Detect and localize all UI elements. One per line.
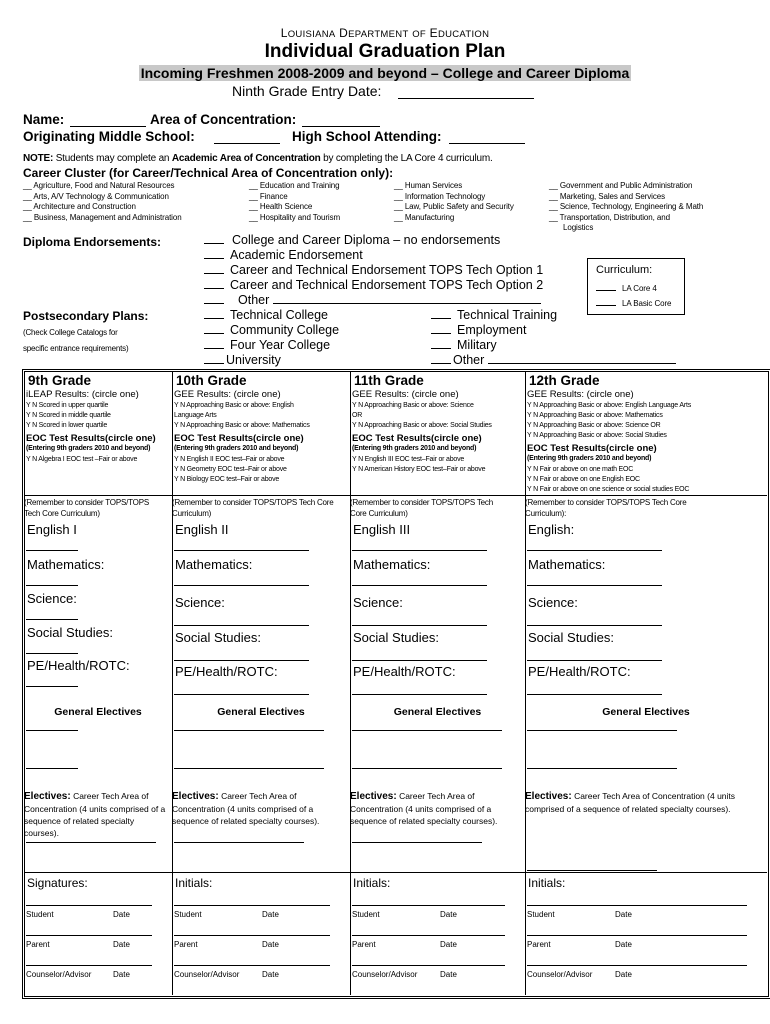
name-field[interactable] <box>70 126 146 127</box>
electives-text <box>172 790 346 827</box>
signature-date-label: Date <box>615 940 632 949</box>
signature-role: Parent <box>26 940 50 949</box>
signature-date-label: Date <box>615 970 632 979</box>
subject-pe: PE/Health/ROTC: <box>175 664 278 679</box>
subject-science-field[interactable] <box>174 625 309 626</box>
general-elective-field[interactable] <box>352 768 502 769</box>
results-label: GEE Results: (circle one) <box>527 389 634 400</box>
col-divider-1 <box>172 371 173 995</box>
subject-pe-field[interactable] <box>527 694 662 695</box>
signature-role: Student <box>352 910 380 919</box>
eoc-label: EOC Test Results(circle one) <box>527 443 657 454</box>
electives-text <box>525 790 763 815</box>
electives-field[interactable] <box>527 870 657 871</box>
electives-label: Electives: <box>350 791 397 802</box>
general-elective-field[interactable] <box>26 730 78 731</box>
subject-pe-field[interactable] <box>352 694 487 695</box>
subject-pe-field[interactable] <box>26 686 78 687</box>
remember-note-2: Core Curriculum) <box>350 509 408 518</box>
signature-title: Initials: <box>175 876 213 890</box>
eoc-sub: (Entering 9th graders 2010 and beyond) <box>26 445 151 452</box>
subject-math: Mathematics: <box>353 557 431 572</box>
eoc-item[interactable]: Y N English II EOC test–Fair or above <box>174 456 285 463</box>
result-item[interactable]: Y N Approaching Basic or above: Mathematics <box>174 422 310 429</box>
postsecondary-note-1: (Check College Catalogs for <box>23 328 118 337</box>
electives-desc: Career Tech Area of Concentration (4 units comprised of a sequence of related specialty courses). <box>172 791 320 826</box>
signature-title: Initials: <box>528 876 566 890</box>
grade-title: 10th Grade <box>176 373 247 388</box>
signature-line[interactable] <box>26 965 152 966</box>
subject-social-field[interactable] <box>352 660 487 661</box>
results-label: GEE Results: (circle one) <box>174 389 281 400</box>
signature-role: Parent <box>352 940 376 949</box>
subject-english-field[interactable] <box>527 550 662 551</box>
subject-math: Mathematics: <box>27 557 105 572</box>
cluster-col-3[interactable]: __ Human Services __ Information Technology __ Law, Public Safety and Security __ Manufacturing <box>394 181 514 222</box>
remember-note-1: (Remember to consider TOPS/TOPS Tech <box>350 498 493 507</box>
subject-science-field[interactable] <box>26 619 78 620</box>
signature-role: Counselor/Advisor <box>26 970 92 979</box>
electives-label: Electives: <box>525 791 572 802</box>
electives-desc: Career Tech Area of Concentration (4 units comprised of a sequence of related specialty courses). <box>525 791 736 814</box>
subject-english: English II <box>175 522 229 537</box>
results-label: GEE Results: (circle one) <box>352 389 459 400</box>
cluster-col-4[interactable]: __ Government and Public Administration __ Marketing, Sales and Services __ Science, Technology, Engineering & Math __ Transportation, Distribution, and Logistics <box>549 181 704 232</box>
result-item[interactable]: Y N Approaching Basic or above: Science <box>352 402 474 409</box>
signature-role: Student <box>174 910 202 919</box>
electives-label: Electives: <box>172 791 219 802</box>
signature-line[interactable] <box>527 935 747 936</box>
general-electives-label: General Electives <box>393 706 482 718</box>
general-electives-label: General Electives <box>54 706 142 718</box>
subject-math-field[interactable] <box>527 585 662 586</box>
signature-line[interactable] <box>352 935 505 936</box>
high-school-label: High School Attending: <box>292 129 442 144</box>
signature-title: Initials: <box>353 876 391 890</box>
eoc-item[interactable]: Y N Fair or above on one science or social studies EOC <box>527 486 690 493</box>
signature-date-label: Date <box>262 940 279 949</box>
general-elective-field[interactable] <box>26 768 78 769</box>
eoc-item[interactable]: Y N Geometry EOC test–Fair or above <box>174 466 287 473</box>
signature-date-label: Date <box>615 910 632 919</box>
area-label: Area of Concentration: <box>150 112 297 127</box>
general-electives-label: General Electives <box>602 706 690 718</box>
result-item[interactable]: Y N Approaching Basic or above: Social Studies <box>352 422 492 429</box>
result-item[interactable]: Language Arts <box>174 412 217 419</box>
subject-math-field[interactable] <box>26 585 78 586</box>
subject-science: Science: <box>353 595 403 610</box>
electives-desc: Career Tech Area of Concentration (4 units comprised of a sequence of related specialty courses). <box>350 791 498 826</box>
eoc-item[interactable]: Y N Biology EOC test–Fair or above <box>174 476 280 483</box>
subject-english: English I <box>27 522 77 537</box>
result-item[interactable]: Y N Scored in middle quartile <box>26 412 111 419</box>
col-divider-2 <box>350 371 351 995</box>
subject-social-field[interactable] <box>174 660 309 661</box>
department-name: LOUISIANA DEPARTMENT OF EDUCATION <box>280 26 490 40</box>
subject-english: English III <box>353 522 411 537</box>
subject-english-field[interactable] <box>174 550 309 551</box>
subject-science-field[interactable] <box>352 625 487 626</box>
postsecondary-left-options[interactable]: Technical College Community College Four Year College University <box>204 308 339 368</box>
signature-line[interactable] <box>352 905 505 906</box>
entry-date-label: Ninth Grade Entry Date: <box>232 83 382 99</box>
subject-science: Science: <box>27 591 77 606</box>
result-item[interactable]: Y N Approaching Basic or above: Social Studies <box>527 432 667 439</box>
postsecondary-right-options[interactable]: Technical Training Employment Military Other <box>431 308 676 368</box>
page-title: Individual Graduation Plan <box>264 41 506 62</box>
electives-text <box>24 790 168 839</box>
signature-line[interactable] <box>174 905 330 906</box>
cluster-col-1[interactable]: __ Agriculture, Food and Natural Resources __ Arts, A/V Technology & Communication __ Architecture and Construction __ Business, Management and Administration <box>23 181 182 222</box>
signature-date-label: Date <box>113 910 130 919</box>
result-item[interactable]: Y N Scored in upper quartile <box>26 402 109 409</box>
subject-social: Social Studies: <box>353 630 439 645</box>
subject-pe: PE/Health/ROTC: <box>27 658 130 673</box>
subject-science: Science: <box>175 595 225 610</box>
subject-english-field[interactable] <box>352 550 487 551</box>
remember-note-1: (Remember to consider TOPS/TOPS Tech Core <box>172 498 334 507</box>
electives-field[interactable] <box>352 842 482 843</box>
signature-date-label: Date <box>440 940 457 949</box>
subject-math-field[interactable] <box>352 585 487 586</box>
note-text: NOTE: Students may complete an Academic Area of Concentration by completing the LA Core 4 curriculum. <box>23 153 493 164</box>
eoc-item[interactable]: Y N Fair or above on one English EOC <box>527 476 640 483</box>
diploma-options[interactable]: College and Career Diploma – no endorsements Academic Endorsement Career and Technical Endorsement TOPS Tech Option 1 Career and Technical Endorsement TOPS Tech Option 2 Other <box>204 233 543 308</box>
signature-role: Counselor/Advisor <box>174 970 240 979</box>
eoc-label: EOC Test Results(circle one) <box>352 433 482 444</box>
col-divider-3 <box>525 371 526 995</box>
page-subtitle: Incoming Freshmen 2008-2009 and beyond – College and Career Diploma <box>140 65 630 81</box>
signature-role: Student <box>26 910 54 919</box>
row-divider-2 <box>24 872 767 873</box>
subject-social-field[interactable] <box>527 660 662 661</box>
general-electives-label: General Electives <box>217 706 305 718</box>
result-item[interactable]: OR <box>352 412 363 419</box>
subject-social-field[interactable] <box>26 653 78 654</box>
signature-date-label: Date <box>113 940 130 949</box>
general-elective-field[interactable] <box>174 768 324 769</box>
results-label: iLEAP Results: (circle one) <box>26 389 139 400</box>
result-item[interactable]: Y N Approaching Basic or above: Mathematics <box>527 412 663 419</box>
grade-title: 12th Grade <box>529 373 600 388</box>
name-label: Name: <box>23 112 65 127</box>
signature-line[interactable] <box>26 905 152 906</box>
result-item[interactable]: Y N Approaching Basic or above: English Language Arts <box>527 402 691 409</box>
signature-role: Counselor/Advisor <box>352 970 418 979</box>
subject-science: Science: <box>528 595 578 610</box>
subject-math: Mathematics: <box>528 557 606 572</box>
career-cluster-title: Career Cluster (for Career/Technical Area of Concentration only): <box>23 166 394 180</box>
eoc-label: EOC Test Results(circle one) <box>174 433 304 444</box>
subject-english: English: <box>528 522 575 537</box>
middle-school-label: Originating Middle School: <box>23 129 195 144</box>
result-item[interactable]: Y N Approaching Basic or above: Science OR <box>527 422 661 429</box>
row-divider-1 <box>24 495 767 496</box>
signature-role: Counselor/Advisor <box>527 970 593 979</box>
signature-line[interactable] <box>174 935 330 936</box>
grade-table-inner <box>24 371 769 997</box>
signature-role: Parent <box>174 940 198 949</box>
entry-date-field[interactable] <box>398 98 534 99</box>
curriculum-options[interactable]: LA Core 4 LA Basic Core <box>596 281 671 311</box>
signature-date-label: Date <box>440 970 457 979</box>
eoc-sub: (Entering 9th graders 2010 and beyond) <box>352 445 477 452</box>
eoc-item[interactable]: Y N Algebra I EOC test –Fair or above <box>26 456 138 463</box>
grade-title: 11th Grade <box>354 373 424 388</box>
diploma-label: Diploma Endorsements: <box>23 235 162 249</box>
general-elective-field[interactable] <box>174 730 324 731</box>
remember-note-2: Curriculum) <box>172 509 212 518</box>
subject-math: Mathematics: <box>175 557 253 572</box>
eoc-label: EOC Test Results(circle one) <box>26 433 156 444</box>
area-field[interactable] <box>302 126 380 127</box>
grade-title: 9th Grade <box>28 373 92 388</box>
subject-social: Social Studies: <box>175 630 261 645</box>
signature-line[interactable] <box>26 935 152 936</box>
signature-date-label: Date <box>262 970 279 979</box>
signature-title: Signatures: <box>27 876 88 890</box>
signature-line[interactable] <box>174 965 330 966</box>
signature-date-label: Date <box>262 910 279 919</box>
postsecondary-note-2: specific entrance requirements) <box>23 344 129 353</box>
general-elective-field[interactable] <box>527 730 677 731</box>
electives-text <box>350 790 521 827</box>
signature-date-label: Date <box>113 970 130 979</box>
curriculum-label: Curriculum: <box>596 264 653 276</box>
general-elective-field[interactable] <box>527 768 677 769</box>
subject-math-field[interactable] <box>174 585 309 586</box>
signature-line[interactable] <box>527 965 747 966</box>
postsecondary-label: Postsecondary Plans: <box>23 309 149 323</box>
middle-school-field[interactable] <box>214 143 280 144</box>
eoc-item[interactable]: Y N Fair or above on one math EOC <box>527 466 634 473</box>
result-item[interactable]: Y N Scored in lower quartile <box>26 422 108 429</box>
subject-pe: PE/Health/ROTC: <box>353 664 456 679</box>
subject-pe: PE/Health/ROTC: <box>528 664 631 679</box>
electives-desc: Career Tech Area of Concentration (4 units comprised of a sequence of related specialty courses). <box>24 791 166 838</box>
eoc-sub: (Entering 9th graders 2010 and beyond) <box>527 455 652 462</box>
electives-field[interactable] <box>26 842 156 843</box>
remember-note-2: Tech Core Curriculum) <box>24 509 100 518</box>
eoc-item[interactable]: Y N English III EOC test–Fair or above <box>352 456 465 463</box>
signature-date-label: Date <box>440 910 457 919</box>
signature-role: Student <box>527 910 555 919</box>
result-item[interactable]: Y N Approaching Basic or above: English <box>174 402 294 409</box>
electives-field[interactable] <box>174 842 304 843</box>
signature-line[interactable] <box>352 965 505 966</box>
signature-line[interactable] <box>527 905 747 906</box>
subject-pe-field[interactable] <box>174 694 309 695</box>
high-school-field[interactable] <box>449 143 525 144</box>
subject-social: Social Studies: <box>27 625 113 640</box>
signature-role: Parent <box>527 940 551 949</box>
remember-note-2: Curriculum): <box>525 509 567 518</box>
subject-social: Social Studies: <box>528 630 614 645</box>
general-elective-field[interactable] <box>352 730 502 731</box>
subject-science-field[interactable] <box>527 625 662 626</box>
subject-english-field[interactable] <box>26 550 78 551</box>
eoc-sub: (Entering 9th graders 2010 and beyond) <box>174 445 299 452</box>
eoc-item[interactable]: Y N American History EOC test–Fair or above <box>352 466 486 473</box>
cluster-col-2[interactable]: __ Education and Training __ Finance __ Health Science __ Hospitality and Tourism <box>249 181 341 222</box>
remember-note-1: (Remember to consider TOPS/TOPS Tech Core <box>525 498 687 507</box>
electives-label: Electives: <box>24 791 71 802</box>
remember-note-1: (Remember to consider TOPS/TOPS <box>24 498 149 507</box>
